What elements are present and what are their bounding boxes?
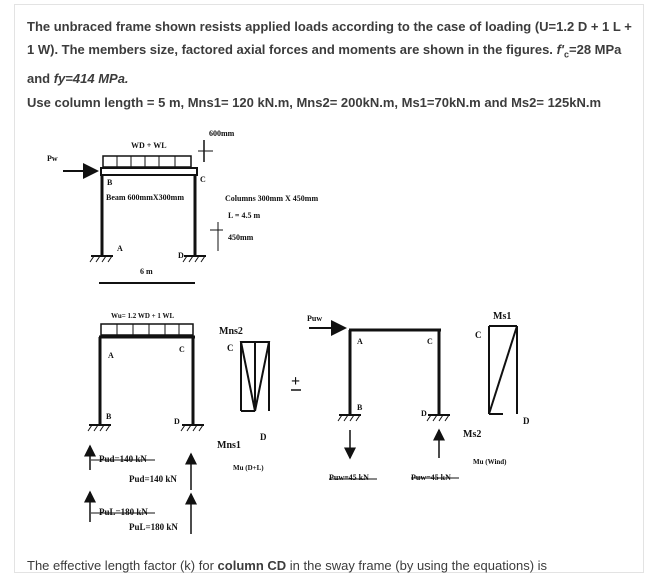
s-diagonal bbox=[489, 326, 517, 414]
dim-600-label: 600mm bbox=[209, 129, 235, 138]
left-a-label: A bbox=[108, 351, 114, 360]
ns-moment-diagram bbox=[217, 326, 269, 472]
length-label: L = 4.5 m bbox=[228, 211, 261, 220]
s-caption: Mu (Wind) bbox=[473, 458, 507, 466]
right-support-d bbox=[427, 415, 450, 421]
question-text bbox=[27, 15, 632, 90]
footer-bold: column CD bbox=[217, 558, 287, 573]
pud-right-label: Pud=140 kN bbox=[129, 474, 177, 484]
top-c-label: C bbox=[200, 175, 206, 184]
top-beam bbox=[101, 168, 197, 175]
right-frame bbox=[307, 314, 459, 482]
right-c-label: C bbox=[427, 337, 433, 346]
mns2-label: Mns2 bbox=[219, 326, 243, 337]
ms1-label: Ms1 bbox=[493, 311, 512, 322]
s-d-label: D bbox=[523, 416, 530, 426]
ns-moment-shape bbox=[241, 342, 269, 411]
ns-d-label: D bbox=[260, 432, 267, 442]
left-d-label: D bbox=[174, 417, 180, 426]
span-label: 6 m bbox=[140, 267, 153, 276]
question-card bbox=[14, 4, 644, 573]
left-c-label: C bbox=[179, 345, 185, 354]
column-size-label: Columns 300mm X 450mm bbox=[225, 194, 319, 203]
top-frame bbox=[47, 129, 318, 283]
plus-sign: + bbox=[291, 373, 301, 390]
fc-value: =28 MPa and bbox=[27, 42, 622, 86]
s-c-label: C bbox=[475, 330, 482, 340]
pul-right-label: PuL=180 kN bbox=[129, 522, 178, 532]
top-support-a bbox=[90, 256, 113, 262]
pud-left-label: Pud=140 kN bbox=[99, 454, 147, 464]
top-load-blocks bbox=[103, 156, 191, 167]
fc-symbol: f bbox=[556, 42, 561, 57]
right-b-label: B bbox=[357, 403, 363, 412]
right-d-label: D bbox=[421, 409, 427, 418]
top-b-label: B bbox=[107, 178, 113, 187]
top-load-label: WD + WL bbox=[131, 141, 167, 150]
footer-question bbox=[27, 557, 547, 575]
ns-caption: Mu (D+L) bbox=[233, 464, 264, 472]
left-load-blocks bbox=[101, 324, 193, 335]
puw-label: Puw bbox=[307, 314, 323, 323]
puw-right-label: Puw=45 kN bbox=[411, 473, 451, 482]
fy-value: fy=414 MPa. bbox=[53, 70, 129, 86]
pul-left-label: PuL=180 kN bbox=[99, 507, 148, 517]
pw-label: Pw bbox=[47, 154, 58, 163]
frame-figure bbox=[33, 118, 539, 551]
beam-size-label: Beam 600mmX300mm bbox=[106, 193, 184, 202]
top-a-label: A bbox=[117, 244, 123, 253]
ns-c-label: C bbox=[227, 343, 234, 353]
left-support-d bbox=[181, 425, 204, 431]
top-d-label: D bbox=[178, 251, 184, 260]
wu-label: Wu= 1.2 WD + 1 WL bbox=[111, 312, 175, 320]
question-intro: The unbraced frame shown resists applied loads according to the case of loading (U=1.2 D + 1 L + 1 W). The members size, factored axial forces and moments are shown in the figures. bbox=[27, 19, 632, 57]
ms2-label: Ms2 bbox=[463, 429, 482, 440]
left-b-label: B bbox=[106, 412, 112, 421]
puw-left-label: Puw=45 kN bbox=[329, 473, 369, 482]
fc-prime: ' bbox=[560, 42, 564, 57]
s-moment-diagram bbox=[463, 311, 530, 466]
right-a-label: A bbox=[357, 337, 363, 346]
dim-450-label: 450mm bbox=[228, 233, 254, 242]
left-support-b bbox=[88, 425, 111, 431]
top-support-d bbox=[183, 256, 206, 262]
footer-pre: The effective length factor (k) for bbox=[27, 558, 214, 573]
left-frame bbox=[88, 312, 204, 534]
footer-post: in the sway frame (by using the equations) is bbox=[289, 558, 548, 573]
mns1-label: Mns1 bbox=[217, 440, 241, 451]
fc-sub: c bbox=[564, 49, 570, 60]
right-support-b bbox=[338, 415, 361, 421]
given-values: Use column length = 5 m, Mns1= 120 kN.m, Mns2= 200kN.m, Ms1=70kN.m and Ms2= 125kN.m bbox=[27, 95, 602, 110]
